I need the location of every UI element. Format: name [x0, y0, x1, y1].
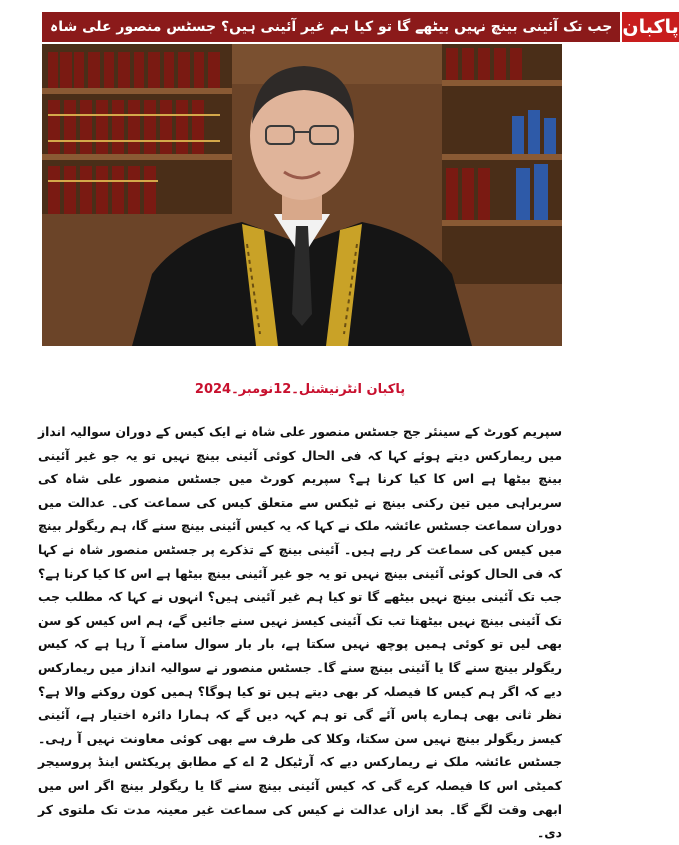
brand-logo[interactable]: پاکبان — [620, 12, 678, 42]
article-body — [38, 420, 562, 845]
dateline: پاکبان انٹرنیشنل۔12نومبر۔2024 — [194, 382, 406, 397]
header-bar — [42, 12, 679, 42]
portrait-illustration — [42, 44, 562, 346]
bookshelf-left — [42, 44, 232, 214]
headline[interactable]: جب تک آئینی بینچ نہیں بیٹھے گا تو کیا ہم غیر آئینی ہیں؟ جسٹس منصور علی شاہ — [42, 12, 620, 42]
article-paragraph: سپریم کورٹ کے سینئر جج جسٹس منصور علی شاہ نے ایک کیس کے دوران سوالیہ انداز میں ریمارکس دیتے ہوئے کہا کہ فی الحال کوئی آئینی بینچ نہیں تو یہ جو غیر آئینی بینچ بیٹھا ہے اس کا کیا کرنا ہے؟ سپریم کورٹ میں جسٹس منصور علی شاہ کی سربراہی میں تین رکنی بینچ نے ٹیکس سے متعلق کیس کی سماعت کی۔ عدالت میں دوران سماعت جسٹس عائشہ ملک نے کہا کہ یہ کیس آئینی بینچ سنے گا، ہم ریگولر بینچ میں کیس کی سماعت کر رہے ہیں۔ آئینی بینچ کے تذکرے پر جسٹس منصور شاہ نے کہا کہ فی الحال کوئی آئینی بینچ نہیں تو یہ جو غیر آئینی بینچ بیٹھا ہے اس کا کیا کرنا ہے؟ جب تک آئینی بینچ نہیں بیٹھے گا تو کیا ہم غیر آئینی ہیں؟ انہوں نے کہا کہ مطلب جب تک آئینی بینچ نہیں بیٹھتا تب تک آئینی کیسز نہیں سنے جائیں گے، ہم اس کیس کو سن بھی لیں تو کوئی ہمیں پوچھ نہیں سکتا ہے، بار بار سوال سامنے آ رہا ہے کہ کیس ریگولر بینچ سنے گا یا آئینی بینچ سنے گا۔ جسٹس منصور نے سوالیہ انداز میں ریمارکس دیے کہ اگر ہم کیس کا فیصلہ کر بھی دیتے ہیں تو کیا ہوگا؟ ہمیں کون روکنے والا ہے؟ نظر ثانی بھی ہمارے پاس آئے گی تو ہم کہہ دیں گے کہ ہمارا دائرہ اختیار ہے، آئینی کیسز ریگولر بینچ نہیں سن سکتا، وکلا کی طرف سے بھی کوئی معاونت نہیں آ رہی۔ جسٹس عائشہ ملک نے ریمارکس دیے کہ آرٹیکل 2 اے کے مطابق پریکٹس اینڈ پروسیجر کمیٹی اس کا فیصلہ کرے گی کہ کیس آئینی بینچ سنے گا یا ریگولر بینچ اگر اس میں ابھی وقت لگے گا۔ بعد ازاں عدالت نے کیس کی سماعت غیر معینہ مدت تک ملتوی کر دی۔ — [38, 424, 563, 841]
bookshelf-right — [442, 44, 562, 284]
article-photo — [42, 44, 562, 346]
